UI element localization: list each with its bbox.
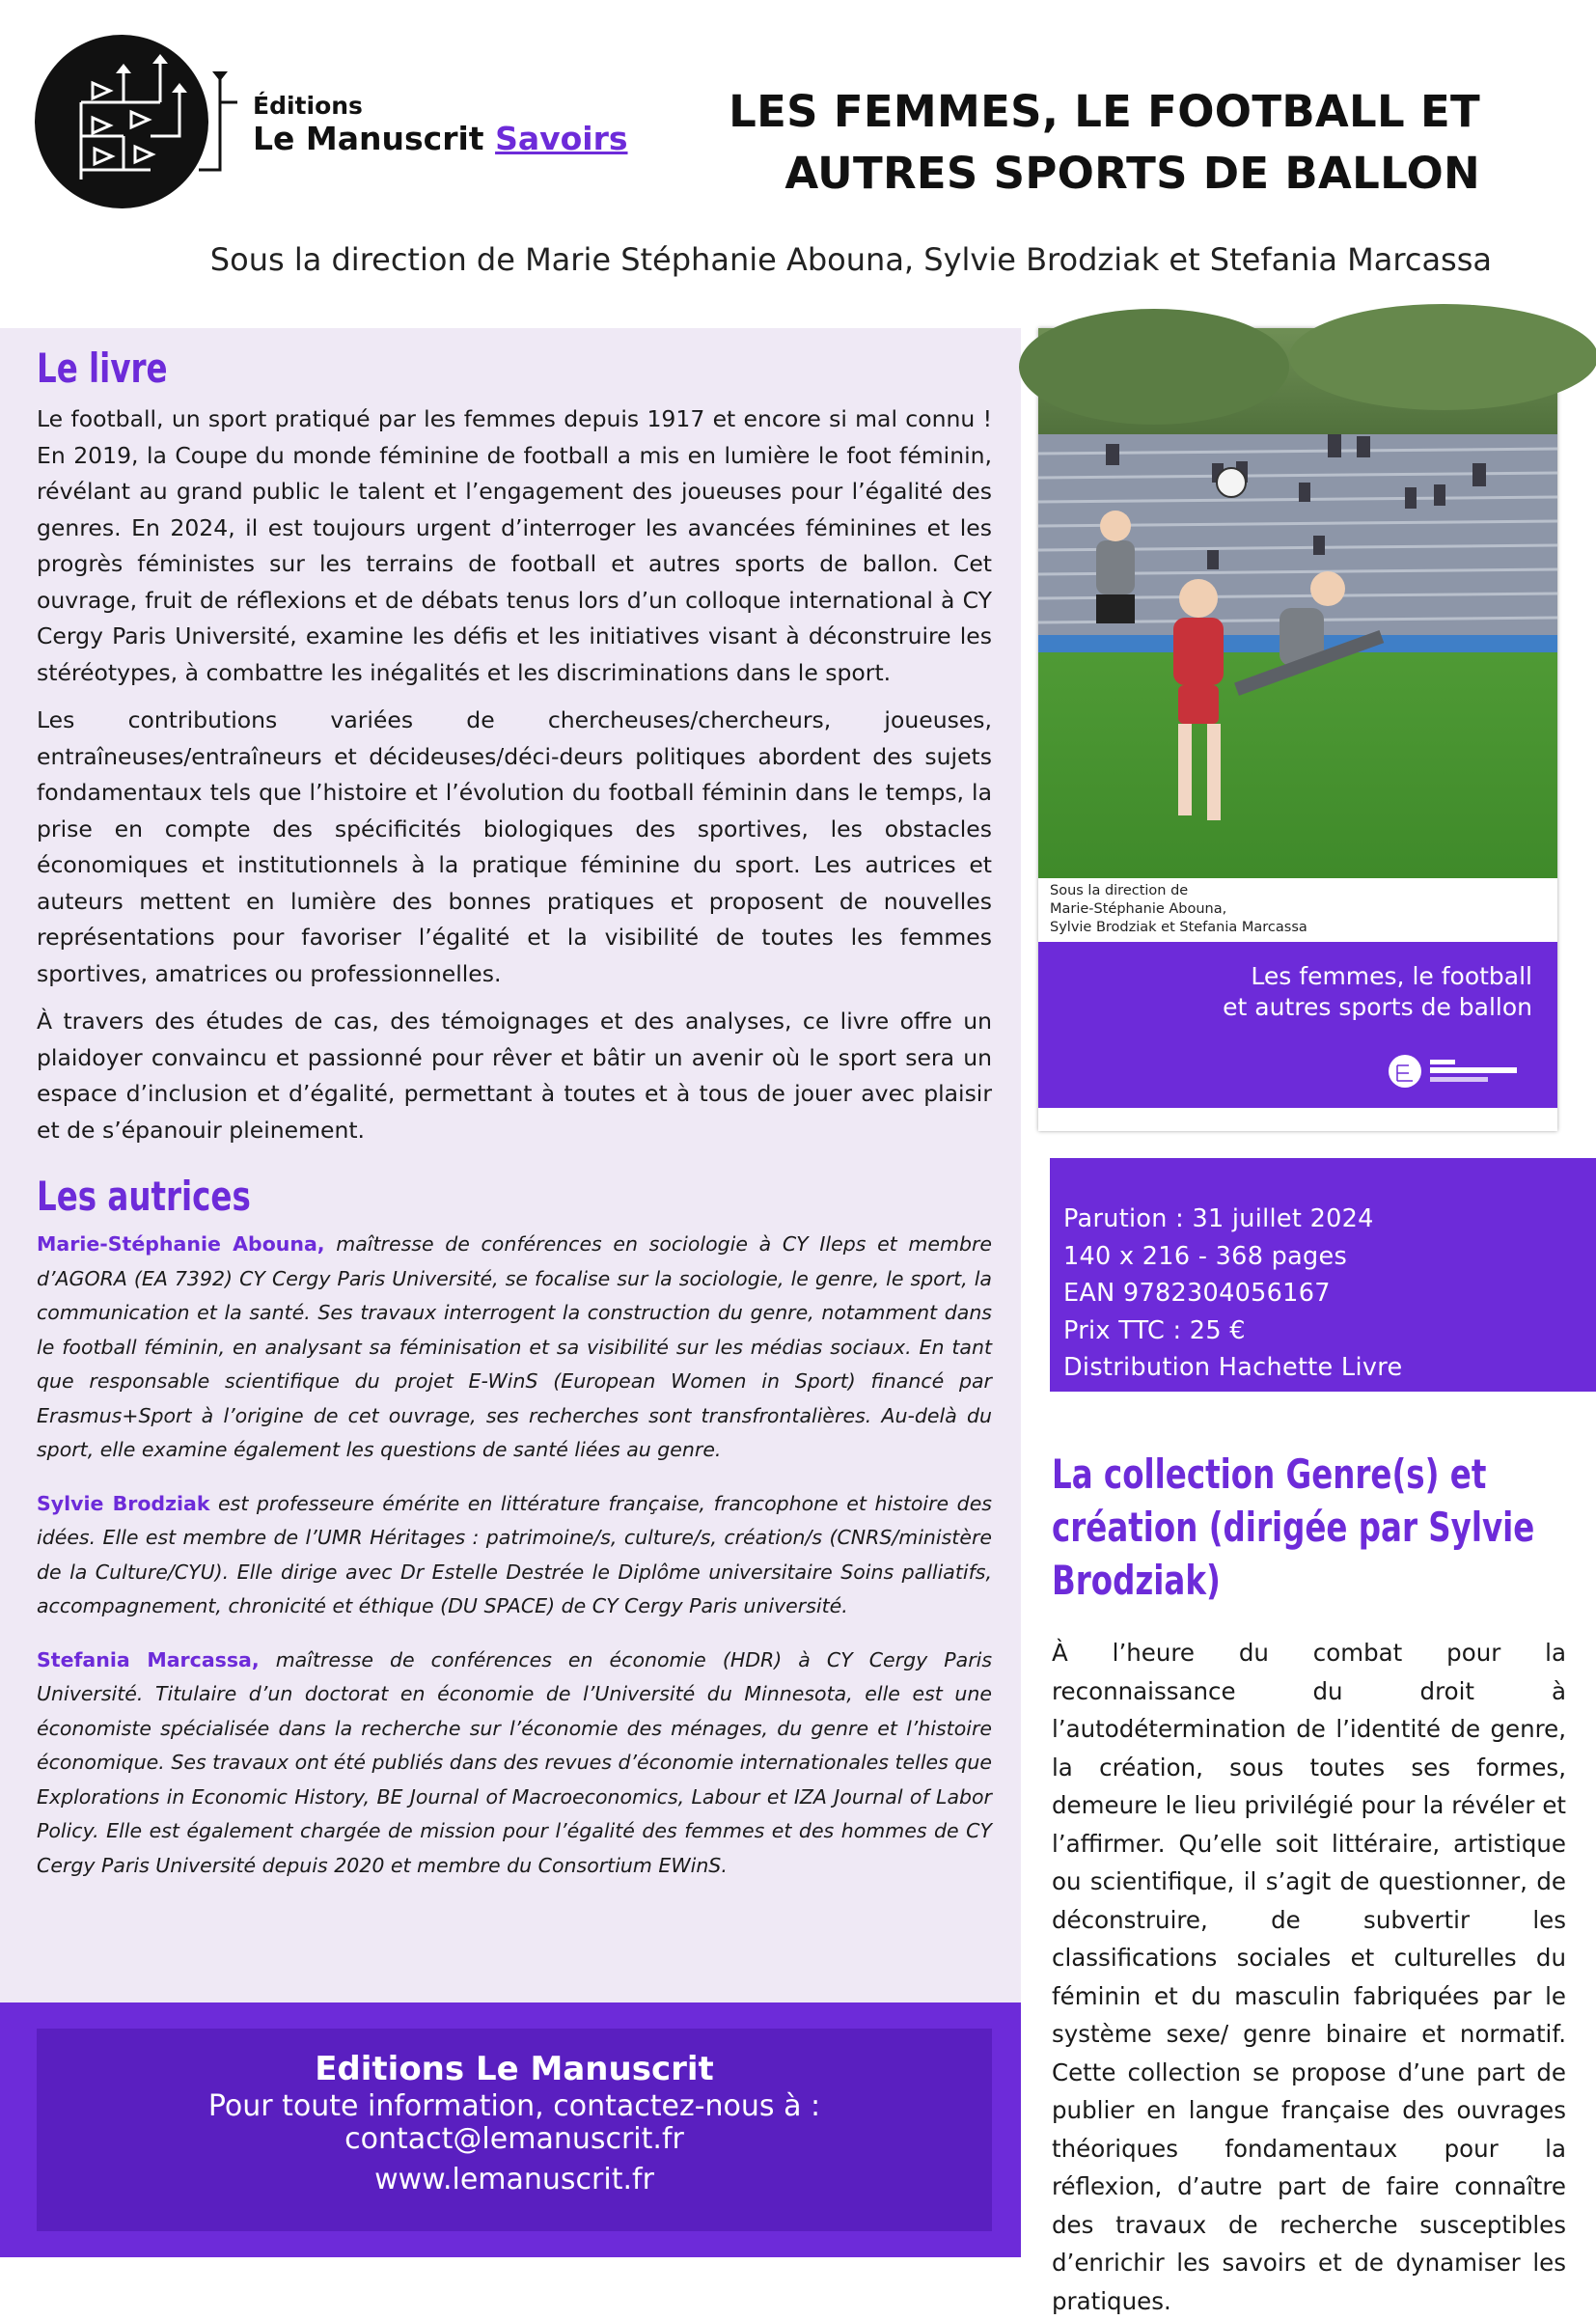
- book-ean: EAN 9782304056167: [1063, 1279, 1331, 1308]
- livre-text: [37, 401, 992, 1148]
- publisher-line2: [253, 121, 628, 157]
- authors-list: [37, 1228, 992, 1883]
- section-title-autrices: Les autrices: [37, 1173, 251, 1220]
- collection-section: [1052, 1448, 1566, 2320]
- author-bio: est professeure émérite en littérature française, francophone et histoire des idées. Elle est membre de l’UMR Héritages : patrimoine/s, culture/s, création/s (CNRS/ministère de la Culture/CYU). Elle dirige avec Dr Estelle Destrée le Diplôme universitaire Soins palliatifs, accompagnement, chronicité et éthique (DU SPACE) de CY Cergy Paris université.: [37, 1491, 992, 1617]
- author-entry: [37, 1487, 992, 1624]
- author-name: Stefania Marcassa,: [37, 1647, 260, 1671]
- publisher-name: [253, 93, 628, 157]
- cover-title-line1: Les femmes, le football: [1251, 962, 1532, 990]
- cover-photo-football-image: [1038, 328, 1557, 878]
- publisher-logo: [35, 35, 633, 208]
- cover-title: [1127, 961, 1532, 1023]
- publisher-line1: Éditions: [253, 92, 363, 120]
- livre-paragraph: À travers des études de cas, des témoignages et des analyses, ce livre offre un plaidoyer convaincu et passionné pour rêver et bâtir un avenir où le sport sera un espace d’inclusion et d’égalité, permettant à toutes et à tous de jouer avec plaisir et de s’épanouir pleinement.: [37, 1008, 992, 1144]
- cover-credit-line: Sous la direction de: [1050, 883, 1189, 898]
- cover-credit-line: Sylvie Brodziak et Stefania Marcassa: [1050, 920, 1307, 935]
- release-date: Parution : 31 juillet 2024: [1063, 1204, 1374, 1233]
- cover-title-line2: et autres sports de ballon: [1223, 993, 1532, 1021]
- book-title-line1: LES FEMMES, LE FOOTBALL ET: [729, 86, 1480, 137]
- book-format: 140 x 216 - 368 pages: [1063, 1241, 1348, 1271]
- book-title: [612, 81, 1480, 205]
- publisher-savoirs: Savoirs: [495, 119, 628, 157]
- book-price: Prix TTC : 25 €: [1063, 1315, 1246, 1345]
- contact-title: Editions Le Manuscrit: [315, 2050, 714, 2088]
- contact-intro: Pour toute information, contactez-nous à :: [207, 2089, 821, 2123]
- contact-box: [37, 2029, 992, 2231]
- livre-paragraph: Les contributions variées de chercheuses/chercheurs, joueuses, entraîneuses/entraîneurs et décideuses/déci-deurs politiques abordent des sujets fondamentaux tels que l’histoire et l’évolution du football féminin dans le temps, la prise en compte des spécificités biologiques des sportives, les obstacles économiques et institutionnels à la pratique féminine du sport. Les autrices et auteurs mettent en lumière des bonnes pratiques et proposent de nouvelles représentations pour favoriser l’égalité et la visibilité de toutes les femmes sportives, amatrices ou professionnelles.: [37, 706, 992, 987]
- editors-line: Sous la direction de Marie Stéphanie Abouna, Sylvie Brodziak et Stefania Marcassa: [209, 241, 1492, 278]
- author-bio: maîtresse de conférences en sociologie à CY Ileps et membre d’AGORA (EA 7392) CY Cergy Paris Université, se focalise sur la sociologie, le genre, le sport, la communication et la santé. Ses travaux interrogent la construction du genre, notamment dans le football féminin, en analysant sa féminisation et sa visibilité sur les médias sociaux. En tant que responsable scientifique du projet E-WinS (European Women in Sport) financé par Erasmus+Sport à l’origine de cet ouvrage, ses recherches sont transfrontalières. Au-delà du sport, elle examine également les questions de santé liées au genre.: [37, 1232, 992, 1461]
- author-bio: maîtresse de conférences en économie (HDR) à CY Cergy Paris Université. Titulaire d’un doctorat en économie de l’Université du Minnesota, elle est une économiste spécialisée dans la recherche sur l’économie des ménages, du genre et l’histoire économique. Ses travaux ont été publiés dans des revues d’économie internationales telles que Explorations in Economic History, BE Journal of Macroeconomics, Labour et IZA Journal of Labor Policy. Elle est également chargée de mission pour l’égalité des femmes et des hommes de CY Cergy Paris Université depuis 2020 et membre du Consortium EWinS.: [37, 1647, 992, 1877]
- section-title-collection: La collection Genre(s) et création (dirigée par Sylvie Brodziak): [1052, 1450, 1535, 1604]
- author-name: Marie-Stéphanie Abouna,: [37, 1232, 325, 1256]
- author-entry: [37, 1228, 992, 1468]
- collection-text: À l’heure du combat pour la reconnaissance du droit à l’autodétermination de l’identité de genre, la création, sous toutes ses formes, demeure le lieu privilégié pour la révéler et l’affirmer. Qu’elle soit littéraire, artistique ou scientifique, il s’agit de questionner, de déconstruire, de subvertir les classifications sociales et culturelles du féminin et du masculin fabriquées par le système sexe/ genre binaire et normatif. Cette collection se propose d’une part de publier en langue française des ouvrages théoriques fondamentaux pour la réflexion, d’autre part de faire connaître des travaux de recherche susceptibles d’enrichir les savoirs et de dynamiser les pratiques.: [1052, 1639, 1566, 2315]
- book-cover: [1038, 328, 1557, 1131]
- publisher-line2-main: Le Manuscrit: [253, 119, 484, 157]
- cover-credits: [1050, 882, 1307, 937]
- cover-title-band: [1038, 942, 1557, 1108]
- section-title-livre: Le livre: [37, 345, 168, 392]
- logo-bracket-icon: [199, 64, 253, 180]
- cover-credit-line: Marie-Stéphanie Abouna,: [1050, 901, 1227, 917]
- book-details-box: [1050, 1158, 1596, 1392]
- author-entry: [37, 1643, 992, 1884]
- cover-publisher-logo-icon: [1388, 1054, 1532, 1089]
- livre-paragraph: Le football, un sport pratiqué par les femmes depuis 1917 et encore si mal connu ! En 2019, la Coupe du monde féminine de football a mis en lumière le foot féminin, révélant au grand public le talent et l’engagement des joueuses pour l’égalité des genres. En 2024, il est toujours urgent d’interroger les avancées féminines et les progrès féministes sur les terrains de football et autres sports de ballon. Cet ouvrage, fruit de réflexions et de débats tenus lors d’un colloque international à CY Cergy Paris Université, examine les défis et les initiatives visant à déconstruire les stéréotypes, à combattre les inégalités et les discriminations dans le sport.: [37, 405, 992, 686]
- contact-website-link[interactable]: www.lemanuscrit.fr: [374, 2163, 654, 2196]
- contact-email-link[interactable]: contact@lemanuscrit.fr: [344, 2122, 684, 2156]
- left-column: [37, 342, 992, 1902]
- book-title-line2: AUTRES SPORTS DE BALLON: [784, 148, 1480, 199]
- author-name: Sylvie Brodziak: [37, 1491, 210, 1515]
- logo-emblem-icon: [35, 35, 208, 208]
- book-distribution: Distribution Hachette Livre: [1063, 1353, 1403, 1382]
- logo-circle-emblem: [35, 35, 208, 208]
